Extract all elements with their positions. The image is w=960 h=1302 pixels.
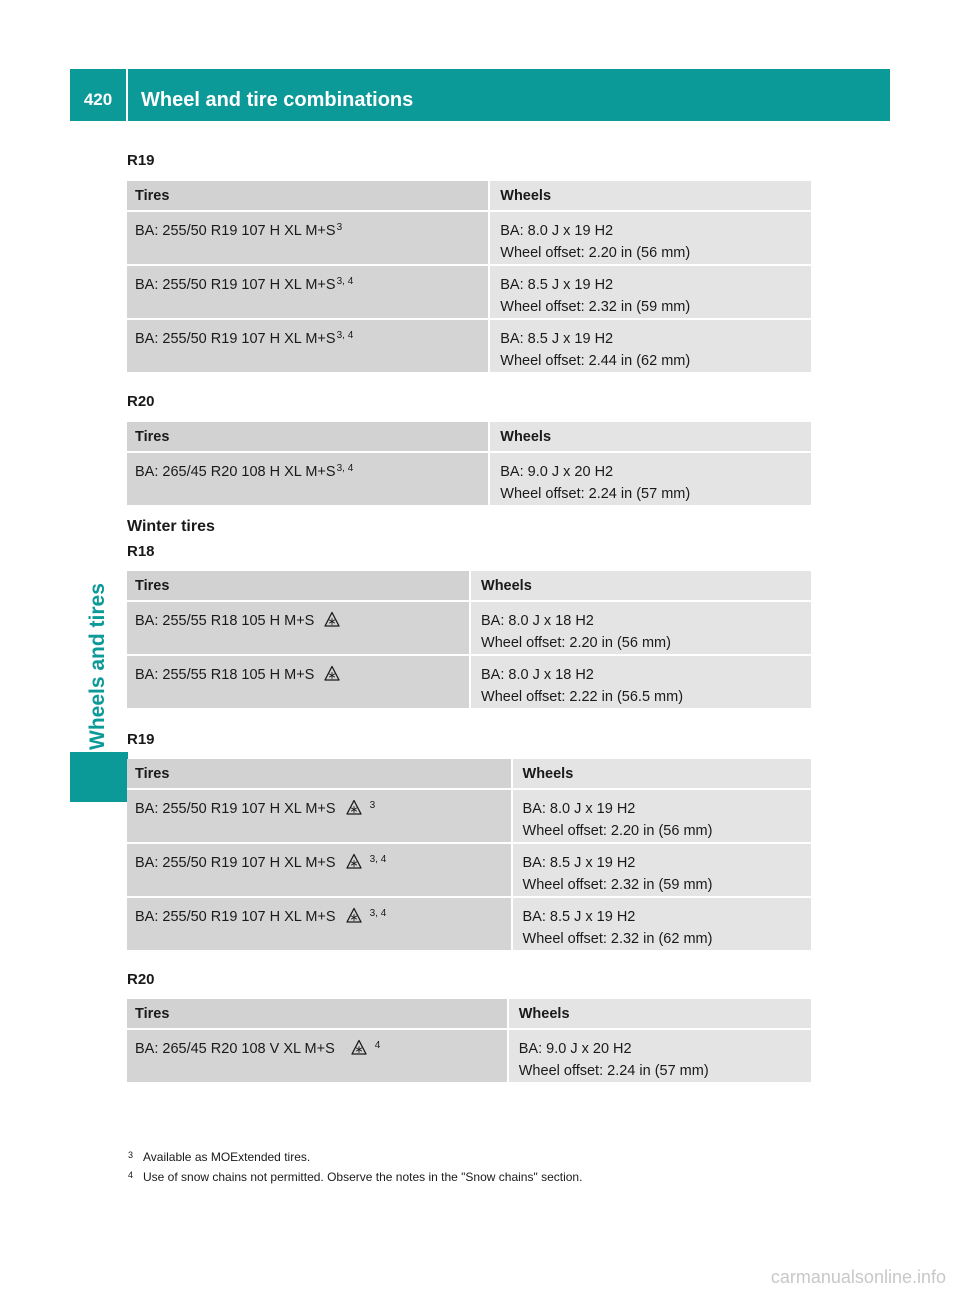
tire-table-r20 xyxy=(127,422,811,507)
table-header-row xyxy=(127,999,811,1029)
wheel-cell: BA: 8.5 J x 19 H2 Wheel offset: 2.32 in (62 mm) xyxy=(512,897,811,951)
snowflake-mountain-icon xyxy=(324,665,340,681)
table-row xyxy=(127,897,811,951)
table-row xyxy=(127,655,811,709)
tire-cell: BA: 255/55 R18 105 H M+S xyxy=(127,655,470,709)
winter-section-heading-r20: R20 xyxy=(127,971,155,988)
chapter-title: Wheel and tire combinations xyxy=(141,89,414,111)
snowflake-mountain-icon xyxy=(324,611,340,627)
wheel-cell: BA: 8.0 J x 18 H2 Wheel offset: 2.20 in (56 mm) xyxy=(470,601,811,655)
table-row xyxy=(127,452,811,506)
col-header-tires: Tires xyxy=(127,759,512,789)
col-header-wheels: Wheels xyxy=(508,999,811,1029)
tire-table-r19 xyxy=(127,181,811,374)
snowflake-mountain-icon xyxy=(346,799,362,815)
watermark: carmanualsonline.info xyxy=(770,1267,946,1287)
col-header-tires: Tires xyxy=(127,181,489,211)
tire-cell: BA: 255/50 R19 107 H XL M+S $^{3, 4}$ xyxy=(127,843,512,897)
table-header-row xyxy=(127,422,811,452)
section-heading-r19: R19 xyxy=(127,152,155,169)
table-row xyxy=(127,319,811,373)
table-row xyxy=(127,265,811,319)
tire-cell: BA: 255/50 R19 107 H XL $M+S^{3, 4}$ xyxy=(127,319,489,373)
wheel-cell: BA: 8.5 J x 19 H2 Wheel offset: 2.32 in (59 mm) xyxy=(489,265,811,319)
tire-cell: BA: 255/50 R19 107 H XL $M+S^{3, 4}$ xyxy=(127,265,489,319)
wheel-cell: BA: 9.0 J x 20 H2 Wheel offset: 2.24 in (57 mm) xyxy=(508,1029,811,1083)
tire-cell: BA: 265/45 R20 108 H XL $M+S^{3, 4}$ xyxy=(127,452,489,506)
table-row xyxy=(127,789,811,843)
tire-cell: BA: 255/50 R19 107 H XL M+S $^{3, 4}$ xyxy=(127,897,512,951)
table-row xyxy=(127,601,811,655)
snowflake-mountain-icon xyxy=(351,1039,367,1055)
winter-tire-table-r20 xyxy=(127,999,811,1084)
col-header-tires: Tires xyxy=(127,999,508,1029)
snowflake-mountain-icon xyxy=(346,907,362,923)
winter-tire-table-r18 xyxy=(127,571,811,710)
snowflake-mountain-icon xyxy=(346,853,362,869)
header-divider xyxy=(126,69,128,121)
footnote-3: 3 Available as MOExtended tires. xyxy=(128,1150,311,1164)
table-row xyxy=(127,1029,811,1083)
tire-cell: BA: 265/45 R20 108 V XL M+S $^4$ xyxy=(127,1029,508,1083)
col-header-wheels: Wheels xyxy=(489,181,811,211)
tire-cell: BA: 255/55 R18 105 H M+S xyxy=(127,601,470,655)
table-header-row xyxy=(127,759,811,789)
footnotes xyxy=(127,1147,582,1187)
col-header-wheels: Wheels xyxy=(512,759,811,789)
wheel-cell: BA: 8.5 J x 19 H2 Wheel offset: 2.32 in (59 mm) xyxy=(512,843,811,897)
col-header-wheels: Wheels xyxy=(470,571,811,601)
winter-section-heading-r19: R19 xyxy=(127,731,155,748)
tire-cell: BA: 255/50 R19 107 H XL M+S $^3$ xyxy=(127,789,512,843)
tire-cell: BA: 255/50 R19 107 H XL $M+S^3$ xyxy=(127,211,489,265)
col-header-wheels: Wheels xyxy=(489,422,811,452)
winter-tire-table-r19 xyxy=(127,759,811,952)
section-heading-r20: R20 xyxy=(127,393,155,410)
winter-tires-heading: Winter tires xyxy=(127,518,215,535)
table-header-row xyxy=(127,571,811,601)
footnote-4: 4 Use of snow chains not permitted. Observe the notes in the "Snow chains" section. xyxy=(128,1170,583,1184)
wheel-cell: BA: 8.0 J x 18 H2 Wheel offset: 2.22 in (56.5 mm) xyxy=(470,655,811,709)
side-chapter-block xyxy=(70,752,128,802)
table-header-row xyxy=(127,181,811,211)
col-header-tires: Tires xyxy=(127,422,489,452)
table-row xyxy=(127,211,811,265)
page-number: 420 xyxy=(83,90,113,109)
table-row xyxy=(127,843,811,897)
col-header-tires: Tires xyxy=(127,571,470,601)
wheel-cell: BA: 8.0 J x 19 H2 Wheel offset: 2.20 in (56 mm) xyxy=(512,789,811,843)
side-chapter-label: Wheels and tires xyxy=(86,583,109,750)
winter-section-heading-r18: R18 xyxy=(127,543,155,560)
wheel-cell: BA: 9.0 J x 20 H2 Wheel offset: 2.24 in (57 mm) xyxy=(489,452,811,506)
wheel-cell: BA: 8.0 J x 19 H2 Wheel offset: 2.20 in (56 mm) xyxy=(489,211,811,265)
wheel-cell: BA: 8.5 J x 19 H2 Wheel offset: 2.44 in (62 mm) xyxy=(489,319,811,373)
